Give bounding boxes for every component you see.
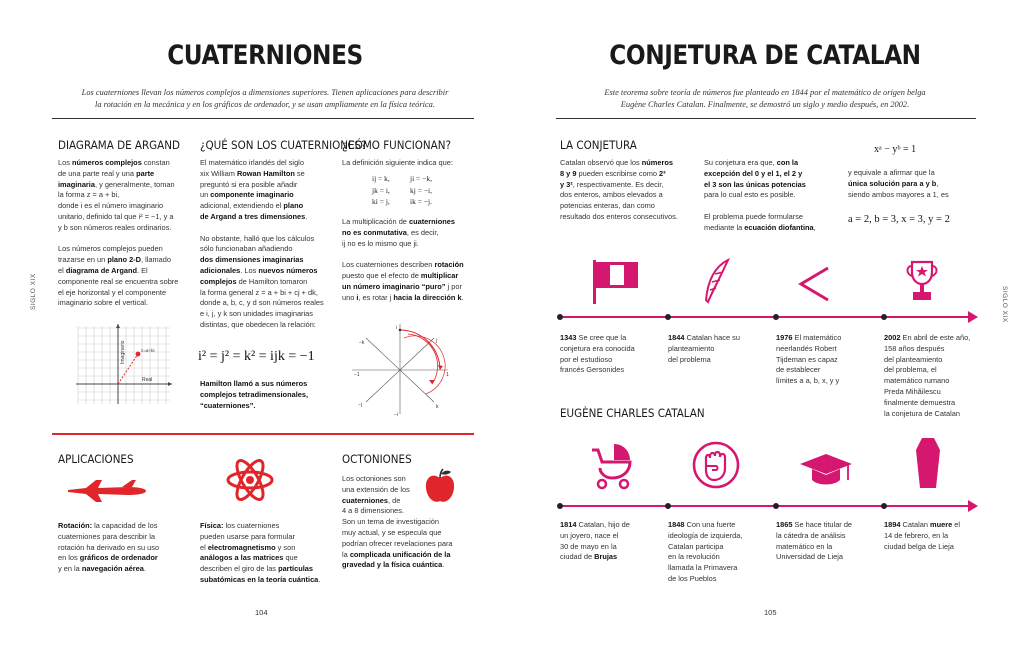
- label-i: i: [396, 325, 398, 331]
- argand-point: [136, 352, 141, 357]
- eugene-heading: EUGÈNE CHARLES CATALAN: [560, 406, 705, 420]
- table-row: [372, 173, 432, 185]
- conjetura-col3: y equivale a afirmar que la única solución para a y b, siendo ambos mayores a 1, es: [848, 168, 949, 199]
- arrow-icon: [438, 365, 443, 370]
- table-cell: ji = −k,: [410, 174, 433, 183]
- right-page-title: CONJETURA DE CATALAN: [609, 40, 921, 71]
- right-intro-line: Eugène Charles Catalan. Finalmente, se demostró un siglo y medio después, en 2002.: [620, 99, 910, 109]
- timeline-year: 1865: [776, 520, 793, 529]
- label-neg-k: −k: [359, 340, 365, 346]
- diophantine-equation: xᵃ − yᵇ = 1: [874, 144, 917, 155]
- coffin-icon: [914, 436, 942, 490]
- conjetura-heading: LA CONJETURA: [560, 138, 637, 152]
- argand-diagram: [74, 322, 174, 406]
- argand-text: Los números complejos constan de una parte real y una parte imaginaria, y generalmente, toman la forma z = a + bi, donde i es el número imaginario unitario, definido tal que i² = −1, y a y b son números reales ordinarios. Los números complejos pueden trazarse en un plano 2-D, llamado el diagrama de Argand. El componente real se encuentra sobre el eje horizontal y el componente imaginario sobre el vertical.: [58, 158, 179, 308]
- octoniones-heading: OCTONIONES: [342, 452, 412, 466]
- como-text: La multiplicación de cuaterniones no es conmutativa, es decir, ij no es lo mismo que ji. Los cuaterniones describen rotación puesto que el efecto de multiplicar un número imaginario “puro” j por uno i, es rotar j hacia la dirección k.: [342, 217, 464, 302]
- left-intro-line: Los cuaterniones llevan los números complejos a dimensiones superiores. Tienen aplicaciones para describir: [81, 88, 449, 97]
- quill-icon: [702, 258, 732, 306]
- como-table: [372, 173, 432, 208]
- flag-icon: [590, 258, 640, 306]
- argand-grid: [78, 326, 170, 404]
- catalan-solution: a = 2, b = 3, x = 3, y = 2: [848, 214, 950, 225]
- label-neg-j: −j: [358, 402, 363, 408]
- timeline-1-item: [560, 333, 664, 376]
- baby-carriage-icon: [586, 440, 636, 490]
- arrow-icon: [429, 380, 435, 384]
- label-one: 1: [446, 372, 449, 378]
- timeline-2-item: [776, 520, 880, 563]
- trophy-icon: [904, 258, 940, 304]
- left-page-number: 104: [255, 608, 268, 617]
- right-intro-line: Este teorema sobre teoría de números fue planteado en 1844 por el matemático de origen belga: [604, 88, 926, 97]
- left-top-rule: [52, 118, 474, 119]
- label-neg-i: −i: [394, 412, 399, 418]
- table-row: [372, 185, 432, 197]
- timeline-year: 1844: [668, 333, 685, 342]
- quaternion-rotation-diagram: [344, 320, 456, 418]
- timeline-1-line: [560, 316, 972, 318]
- timeline-1-item: [776, 333, 880, 387]
- table-cell: kj = −i,: [410, 185, 433, 195]
- timeline-year: 1343: [560, 333, 577, 342]
- table-row: [372, 196, 432, 208]
- right-intro: [560, 87, 970, 110]
- timeline-dot: [773, 314, 779, 320]
- timeline-year: 1894: [884, 520, 901, 529]
- right-page-number: 105: [764, 608, 777, 617]
- argand-real-label: Real: [142, 377, 153, 383]
- timeline-1-item: [668, 333, 772, 365]
- rotation-arc: [408, 334, 438, 384]
- table-cell: ik = −j.: [410, 197, 433, 206]
- left-page-title: CUATERNIONES: [167, 40, 363, 71]
- atom-icon: [224, 454, 276, 506]
- argand-heading: DIAGRAMA DE ARGAND: [58, 138, 180, 152]
- left-intro: [60, 87, 470, 110]
- table-cell: jk = i,: [372, 185, 390, 195]
- octoniones-text: Los octoniones son una extensión de los cuaterniones, de 4 a 8 dimensiones. Son un tema de investigación muy actual, y se especula que podrían ofrecer revelaciones para la complicada unificación de la gravedad y la física cuántica.: [342, 474, 453, 570]
- label-j: j: [436, 338, 438, 344]
- rotation-text: Rotación: la capacidad de los cuaterniones para describir la rotación ha derivado en su uso en los gráficos de ordenador y en la navegación aérea.: [58, 521, 160, 574]
- raised-fist-icon: [692, 440, 740, 490]
- conjetura-col1: Catalan observó que los números 8 y 9 pueden escribirse como 2³ y 3², respectivamente. Es decir, dos enteros, ambos elevados a potencias enteras, dan como resultado dos enteros consecutivos.: [560, 158, 678, 221]
- que-heading: ¿QUÉ SON LOS CUATERNIONES?: [200, 138, 367, 152]
- como-intro: La definición siguiente indica que:: [342, 158, 453, 167]
- timeline-dot: [881, 314, 887, 320]
- timeline-text: Catalan hace su planteamiento del problema: [668, 333, 740, 364]
- left-side-label: SIGLO XIX: [30, 273, 37, 310]
- graduation-cap-icon: [798, 452, 854, 488]
- timeline-text: Se hace titular de la cátedra de análisis matemático en la Universidad de Lieja: [776, 520, 853, 562]
- timeline-2-item: [560, 520, 664, 563]
- timeline-1-item: [884, 333, 988, 419]
- timeline-2-item: [884, 520, 988, 552]
- timeline-text: Catalan muere el 14 de febrero, en la ciudad belga de Lieja: [884, 520, 961, 551]
- arrow-up-icon: [116, 324, 120, 328]
- timeline-text: Con una fuerte ideología de izquierda, Catalan participa en la revolución llamada la Primavera de los Pueblos: [668, 520, 743, 583]
- timeline-year: 1814: [560, 520, 577, 529]
- arrow-right-icon: [168, 382, 172, 386]
- timeline-2-line: [560, 505, 972, 507]
- label-neg-one: −1: [354, 372, 360, 378]
- timeline-year: 1976: [776, 333, 793, 342]
- timeline-dot: [665, 503, 671, 509]
- que-closing: Hamilton llamó a sus números complejos tetradimensionales, “cuaterniones”.: [200, 379, 309, 410]
- left-mid-rule: [52, 433, 474, 435]
- timeline-text: Catalan, hijo de un joyero, nace el 30 de mayo en la ciudad de Brujas: [560, 520, 630, 562]
- timeline-year: 1848: [668, 520, 685, 529]
- que-text: El matemático irlandés del siglo xix William Rowan Hamilton se preguntó si era posible añadir un componente imaginario adicional, extendiendo el plano de Argand a tres dimensiones. No obstante, halló que los cálculos sólo funcionaban añadiendo dos dimensiones imaginarias adicionales. Los nuevos números complejos de Hamilton tomaron la forma general z = a + bi + cj + dk, donde a, b, c, y d son números reales e i, j, y k son unidades imaginarias distintas, que obedecen la relación:: [200, 158, 324, 329]
- aplicaciones-heading: APLICACIONES: [58, 452, 134, 466]
- timeline-dot: [557, 503, 563, 509]
- hamilton-formula: i² = j² = k² = ijk = −1: [198, 349, 315, 364]
- timeline-dot: [665, 314, 671, 320]
- axis-point: [399, 329, 401, 331]
- arrow-right-icon: [968, 311, 978, 323]
- argand-point-label: z=a+bi: [141, 348, 155, 353]
- timeline-text: El matemático neerlandés Robert Tijdeman es capaz de establecer límites a a, b, x, y y: [776, 333, 842, 386]
- como-heading: ¿CÓMO FUNCIONAN?: [342, 138, 451, 152]
- rotation-arc: [404, 336, 445, 394]
- conjetura-col2: Su conjetura era que, con la excepción del 0 y el 1, el 2 y el 3 son las únicas potencias para lo cual esto es posible. El problema puede formularse mediante la ecuación diofantina,: [704, 158, 816, 232]
- table-cell: ij = k,: [372, 174, 390, 183]
- timeline-2-item: [668, 520, 772, 585]
- less-than-icon: [796, 264, 832, 304]
- label-k: k: [436, 404, 439, 410]
- timeline-dot: [773, 503, 779, 509]
- right-top-rule: [556, 118, 976, 119]
- left-intro-line: la rotación en la mecánica y en los gráficos de ordenador, y se usan ampliamente en la física teórica.: [95, 99, 435, 109]
- table-cell: ki = j,: [372, 197, 390, 206]
- timeline-dot: [881, 503, 887, 509]
- timeline-year: 2002: [884, 333, 901, 342]
- right-side-label: SIGLO XIX: [1001, 286, 1008, 323]
- physics-text: Física: los cuaterniones pueden usarse para formular el electromagnetismo y son análogos a las matrices que describen el giro de las partículas subatómicas en la teoría cuántica.: [200, 521, 321, 584]
- arrow-right-icon: [968, 500, 978, 512]
- timeline-text: En abril de este año, 158 años después del planteamiento del problema, el matemático rumano Preda Mihăilescu finalmente demuestra la conjetura de Catalan: [884, 333, 971, 418]
- timeline-dot: [557, 314, 563, 320]
- airplane-icon: [66, 478, 148, 504]
- timeline-text: Se cree que la conjetura era conocida por el estudioso francés Gersonides: [560, 333, 635, 375]
- argand-imag-label: Imaginario: [120, 340, 126, 364]
